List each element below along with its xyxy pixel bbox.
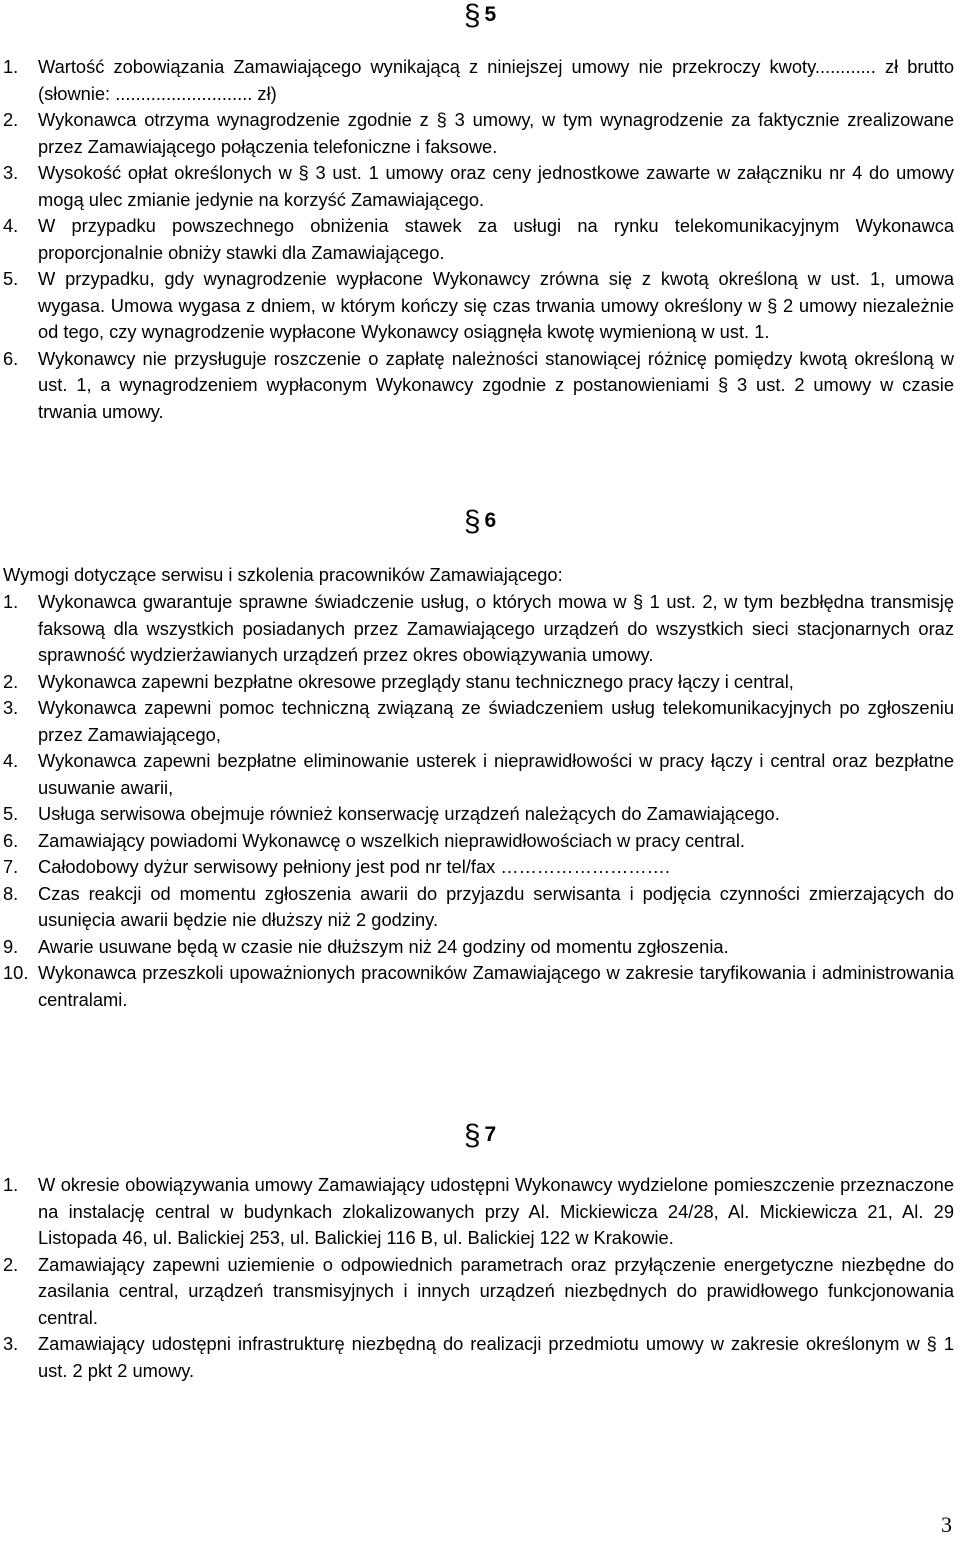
list-item: [0, 695, 960, 748]
list-item-text: Usługa serwisowa obejmuje również konserwację urządzeń należących do Zamawiającego.: [38, 803, 780, 824]
list-item-number: 6.: [3, 829, 19, 851]
list-item-text: Wykonawca zapewni bezpłatne okresowe przeglądy stanu technicznego pracy łączy i central,: [38, 670, 794, 692]
list-item: [0, 881, 960, 934]
section-heading-6: [0, 505, 960, 538]
list-item-text: Zamawiający udostępni infrastrukturę niezbędną do realizacji przedmiotu umowy w zakresie określonym w § 1 ust. 2 pkt 2 umowy.: [38, 1333, 954, 1381]
list-item-number: 8.: [3, 882, 19, 904]
list-item: [0, 960, 960, 1013]
list-item-text: Czas reakcji od momentu zgłoszenia awarii do przyjazdu serwisanta i podjęcia czynności zmierzających do usunięcia awarii będzie nie dłuższy niż 2 godziny.: [38, 882, 954, 930]
list-item-number: 5.: [3, 268, 19, 289]
list-item-number: 10.: [3, 962, 29, 983]
section-symbol: §: [463, 0, 481, 32]
list-item: [0, 854, 960, 881]
list-item-number: 6.: [3, 347, 19, 369]
list-item: [0, 346, 960, 426]
list-item-number: 9.: [3, 935, 19, 957]
list-item-text: Wysokość opłat określonych w § 3 ust. 1 umowy oraz ceny jednostkowe zawarte w załączniku nr 4 do umowy mogą ulec zmianie jedynie na korzyść Zamawiającego.: [38, 162, 954, 210]
list-item-number: 1.: [3, 591, 19, 612]
list-item-text: W przypadku powszechnego obniżenia stawek za usługi na rynku telekomunikacyjnym Wykonawca proporcjonalnie obniży stawki dla Zamawiającego.: [38, 215, 954, 263]
list-item-number: 1.: [3, 56, 19, 77]
section-symbol: §: [463, 1119, 481, 1152]
list-item: [0, 213, 960, 266]
section-number: 7: [484, 1123, 497, 1146]
list-item-text: Wykonawca zapewni bezpłatne eliminowanie usterek i nieprawidłowości w pracy łączy i central oraz bezpłatne usuwanie awarii,: [38, 750, 954, 798]
list-item: [0, 748, 960, 801]
list-item-text: Wykonawca zapewni pomoc techniczną związaną ze świadczeniem usług telekomunikacyjnych po zgłoszeniu przez Zamawiającego,: [38, 697, 954, 745]
section-6-list: [0, 589, 960, 1013]
list-item-text: Zamawiający powiadomi Wykonawcę o wszelkich nieprawidłowościach w pracy central.: [38, 829, 745, 851]
list-item-text: Zamawiający zapewni uziemienie o odpowiednich parametrach oraz przyłączenie energetyczne niezbędne do zasilania central, urządzeń transmisyjnych i innych urządzeń niezbędnych do prawidłowego funkcjonowania central.: [38, 1253, 954, 1328]
list-item: [0, 1331, 960, 1384]
section-6-intro: Wymogi dotyczące serwisu i szkolenia pracowników Zamawiającego:: [3, 564, 563, 585]
list-item-number: 1.: [3, 1174, 19, 1195]
section-heading-5: [0, 0, 960, 32]
list-item-number: 4.: [3, 750, 19, 771]
list-item-number: 2.: [3, 1253, 19, 1275]
section-heading-7: [0, 1119, 960, 1152]
section-7-list: [0, 1172, 960, 1384]
list-item-text: Całodobowy dyżur serwisowy pełniony jest pod nr tel/fax ……………………….: [38, 856, 670, 877]
list-item: [0, 1252, 960, 1332]
list-item: [0, 107, 960, 160]
list-item: [0, 1172, 960, 1252]
list-item-text: Awarie usuwane będą w czasie nie dłuższym niż 24 godziny od momentu zgłoszenia.: [38, 935, 729, 957]
list-item: [0, 801, 960, 828]
list-item-number: 3.: [3, 1333, 19, 1354]
list-item: [0, 669, 960, 696]
list-item-number: 2.: [3, 670, 19, 692]
list-item-text: Wykonawca gwarantuje sprawne świadczenie usług, o których mowa w § 1 ust. 2, w tym bezbłędna transmisję faksową dla wszystkich posiadanych przez Zamawiającego urządzeń do wszystkich sieci stacjonarnych oraz sprawność wydzierżawianych urządzeń przez okres obowiązywania umowy.: [38, 591, 954, 665]
list-item-text: W przypadku, gdy wynagrodzenie wypłacone Wykonawcy zrówna się z kwotą określoną w ust. 1, umowa wygasa. Umowa wygasa z dniem, w którym kończy się czas trwania umowy określony w § 2 umowy niezależnie od tego, czy wynagrodzenie wypłacone Wykonawcy osiągnęła kwotę wymienioną w ust. 1.: [38, 268, 954, 342]
list-item-number: 7.: [3, 856, 19, 877]
list-item: [0, 828, 960, 855]
list-item-text: Wykonawca otrzyma wynagrodzenie zgodnie z § 3 umowy, w tym wynagrodzenie za faktycznie zrealizowane przez Zamawiającego połączenia telefoniczne i faksowe.: [38, 109, 954, 157]
section-number: 5: [484, 3, 497, 26]
section-number: 6: [484, 509, 497, 532]
list-item-text: Wykonawcy nie przysługuje roszczenie o zapłatę należności stanowiącej różnicę pomiędzy kwotą określoną w ust. 1, a wynagrodzeniem wypłaconym Wykonawcy zgodnie z postanowieniami § 3 ust. 2 umowy w czasie trwania umowy.: [38, 347, 954, 422]
list-item: [0, 934, 960, 961]
list-item-text: W okresie obowiązywania umowy Zamawiający udostępni Wykonawcy wydzielone pomieszczenie przeznaczone na instalację central w budynkach zlokalizowanych przy Al. Mickiewicza 24/28, Al. Mickiewicza 21, Al. 29 Listopada 46, ul. Balickiej 253, ul. Balickiej 116 B, ul. Balickiej 122 w Krakowie.: [38, 1174, 954, 1248]
section-symbol: §: [463, 505, 481, 538]
list-item-number: 5.: [3, 803, 19, 824]
list-item: [0, 160, 960, 213]
list-item-number: 3.: [3, 162, 19, 183]
list-item-text: Wykonawca przeszkoli upoważnionych pracowników Zamawiającego w zakresie taryfikowania i administrowania centralami.: [38, 962, 954, 1010]
list-item: [0, 589, 960, 669]
list-item: [0, 54, 960, 107]
section-5-list: [0, 54, 960, 425]
page-number: 3: [941, 1512, 952, 1537]
list-item-number: 4.: [3, 215, 19, 236]
list-item-text: Wartość zobowiązania Zamawiającego wynikającą z niniejszej umowy nie przekroczy kwoty............ zł brutto (słownie: ........................... zł): [38, 56, 954, 104]
list-item-number: 3.: [3, 697, 19, 718]
list-item: [0, 266, 960, 346]
list-item-number: 2.: [3, 109, 19, 130]
